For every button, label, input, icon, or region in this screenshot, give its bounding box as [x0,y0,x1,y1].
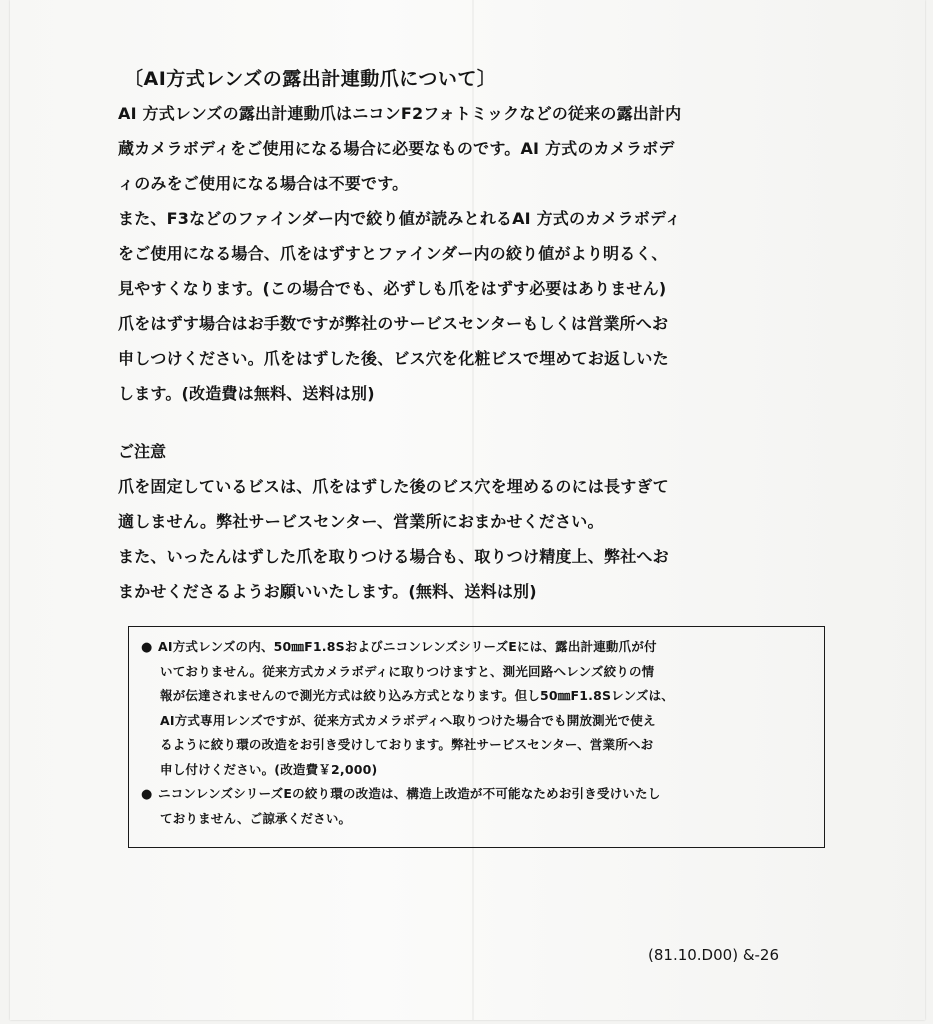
document-code: (81.10.D00) &-26 [648,946,780,964]
text-line: 見やすくなります。(この場合でも、必ずしも爪をはずす必要はありません) [118,279,667,298]
paragraph-2 [118,201,838,306]
text-line: 適しません。弊社サービスセンター、営業所におまかせください。 [118,512,604,531]
bullet-icon: ● [141,787,153,802]
note-1-line: 報が伝達されませんので測光方式は絞り込み方式となります。但し50㎜F1.8Sレンズは、 [160,688,674,703]
note-2-line [141,782,814,807]
text-line: また、いったんはずした爪を取りつける場合も、取りつけ精度上、弊社へお [118,547,669,566]
text-line: します。(改造費は無料、送料は別) [118,384,375,403]
note-1-line: いておりません。従来方式カメラボディに取りつけますと、測光回路へレンズ絞りの情 [160,663,655,679]
bullet-icon: ● [141,640,153,655]
note-1-line: るように絞り環の改造をお引き受けしております。弊社サービスセンター、営業所へお [160,737,654,752]
text-line: また、F3などのファインダー内で絞り値が読みとれるAI 方式のカメラボディ [118,209,682,228]
notes-box [128,626,825,848]
section-heading: 〔AI方式レンズの露出計連動爪について〕 [124,68,497,90]
text-line: ィのみをご使用になる場合は不要です。 [118,174,409,193]
text-line: 蔵カメラボディをご使用になる場合に必要なものです。AI 方式のカメラボデ [118,139,675,158]
paragraph-1 [118,96,838,201]
caution-heading: ご注意 [118,442,167,461]
note-2-line: ておりません、ご諒承ください。 [160,810,352,826]
text-line: 爪をはずす場合はお手数ですが弊社のサービスセンターもしくは営業所へお [118,314,669,333]
text-line: AI 方式レンズの露出計連動爪はニコンF2フォトミックなどの従来の露出計内 [118,104,682,123]
text-line: をご使用になる場合、爪をはずすとファインダー内の絞り値がより明るく、 [118,244,668,263]
document-body [118,62,838,609]
text-line: 爪を固定しているビスは、爪をはずした後のビス穴を埋めるのには長すぎて [118,477,669,496]
note-1-line: AI方式専用レンズですが、従来方式カメラボディへ取りつけた場合でも開放測光で使え [160,712,656,728]
note-text: AI方式レンズの内、50㎜F1.8SおよびニコンレンズシリーズEには、露出計連動爪が付 [158,639,657,654]
text-line: まかせくださるようお願いいたします。(無料、送料は別) [118,582,537,601]
note-text: ニコンレンズシリーズEの絞り環の改造は、構造上改造が不可能なためお引き受けいたし [158,786,661,801]
text-line: 申しつけください。爪をはずした後、ビス穴を化粧ビスで埋めてお返しいた [118,349,669,368]
caution-paragraph-1 [118,469,838,539]
paragraph-3 [118,306,838,411]
note-1-line: 申し付けください。(改造費￥2,000) [160,761,378,777]
caution-paragraph-2 [118,539,838,609]
note-1-line [141,635,814,660]
